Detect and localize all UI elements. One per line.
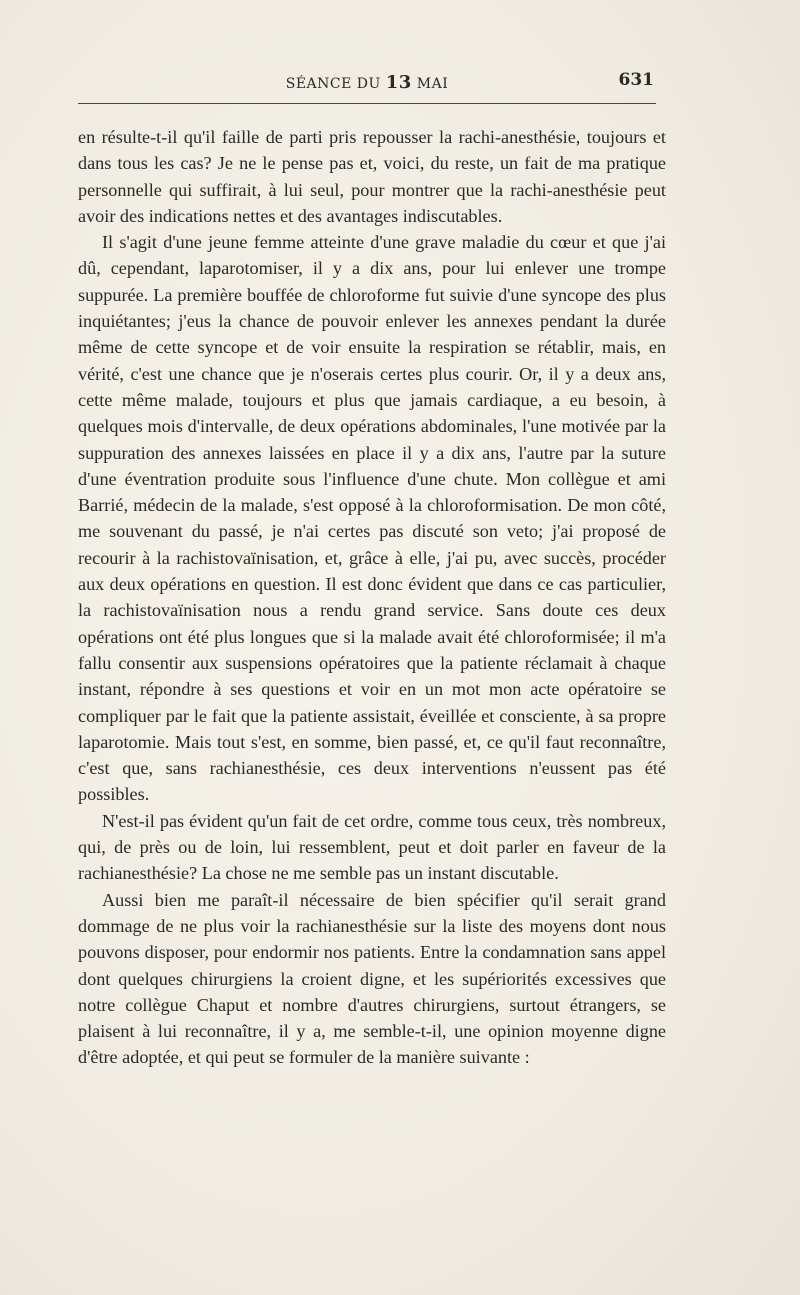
paragraph-2: Il s'agit d'une jeune femme atteinte d'une grave maladie du cœur et que j'ai dû, cependant, laparotomiser, il y a dix ans, pour lui enlever une trompe suppurée. La première bouffée de chloroforme fut suivie d'une syncope des plus inquiétantes; j'eus la chance de pouvoir enlever les annexes pendant la durée même de cette syncope et de voir ensuite la respiration se rétablir, mais, en vérité, c'est une chance que je n'oserais certes plus courir. Or, il y a deux ans, cette même malade, toujours et plus que jamais cardiaque, a eu besoin, à quelques mois d'intervalle, de deux opérations abdominales, l'une motivée par la suppuration des annexes laissées en place il y a dix ans, l'autre par la suture d'une éventration produite sous l'influence d'une chute. Mon collègue et ami Barrié, médecin de la malade, s'est opposé à la chloroformisation. De mon côté, me souvenant du passé, je n'ai certes pas discuté son veto; j'ai proposé de recourir à la rachistovaïnisation, et, grâce à elle, j'ai pu, avec succès, procéder aux deux opérations en question. Il est donc évident que dans ce cas particulier, la rachistovaïnisation nous a rendu grand service. Sans doute ces deux opérations ont été plus longues que si la malade avait été chloroformisée; il m'a fallu consentir aux suspensions opératoires que la patiente réclamait à chaque instant, répondre à ses questions et voir en un mot mon acte opératoire se compliquer par le fait que la patiente assistait, éveillée et consciente, à sa propre laparotomie. Mais tout s'est, en somme, bien passé, et, ce qu'il faut reconnaître, c'est que, sans rachianesthésie, ces deux interventions n'eussent pas été possibles. [78, 232, 666, 805]
running-head [78, 72, 656, 93]
running-head-prefix: SÉANCE DU [285, 76, 381, 92]
paragraph-1: en résulte-t-il qu'il faille de parti pris repousser la rachi-anesthésie, toujours et dans tous les cas? Je ne le pense pas et, voici, du reste, un fait de ma pratique personnelle qui suffirait, à lui seul, pour montrer que la rachi-anesthésie peut avoir des indications nettes et des avantages indiscutables. [78, 127, 666, 226]
body-text [78, 124, 666, 1071]
paragraph-3: N'est-il pas évident qu'un fait de cet ordre, comme tous ceux, très nombreux, qui, de près ou de loin, lui ressemblent, peut et doit parler en faveur de la rachianesthésie? La chose ne me semble pas un instant discutable. [78, 810, 666, 884]
running-head-suffix: MAI [416, 76, 449, 92]
header-rule [78, 103, 656, 104]
page-header [78, 72, 656, 102]
page-number: 631 [618, 70, 654, 90]
paragraph-4: Aussi bien me paraît-il nécessaire de bien spécifier qu'il serait grand dommage de ne plus voir la rachianesthésie sur la liste des moyens dont nous pouvons disposer, pour endormir nos patients. Entre la condamnation sans appel dont quelques chirurgiens la croient digne, et les supériorités excessives que notre collègue Chaput et nombre d'autres chirurgiens, surtout étrangers, se plaisent à lui reconnaître, il y a, me semble-t-il, une opinion moyenne digne d'être adoptée, et qui peut se formuler de la manière suivante : [78, 889, 666, 1068]
running-head-day: 13 [385, 72, 412, 93]
